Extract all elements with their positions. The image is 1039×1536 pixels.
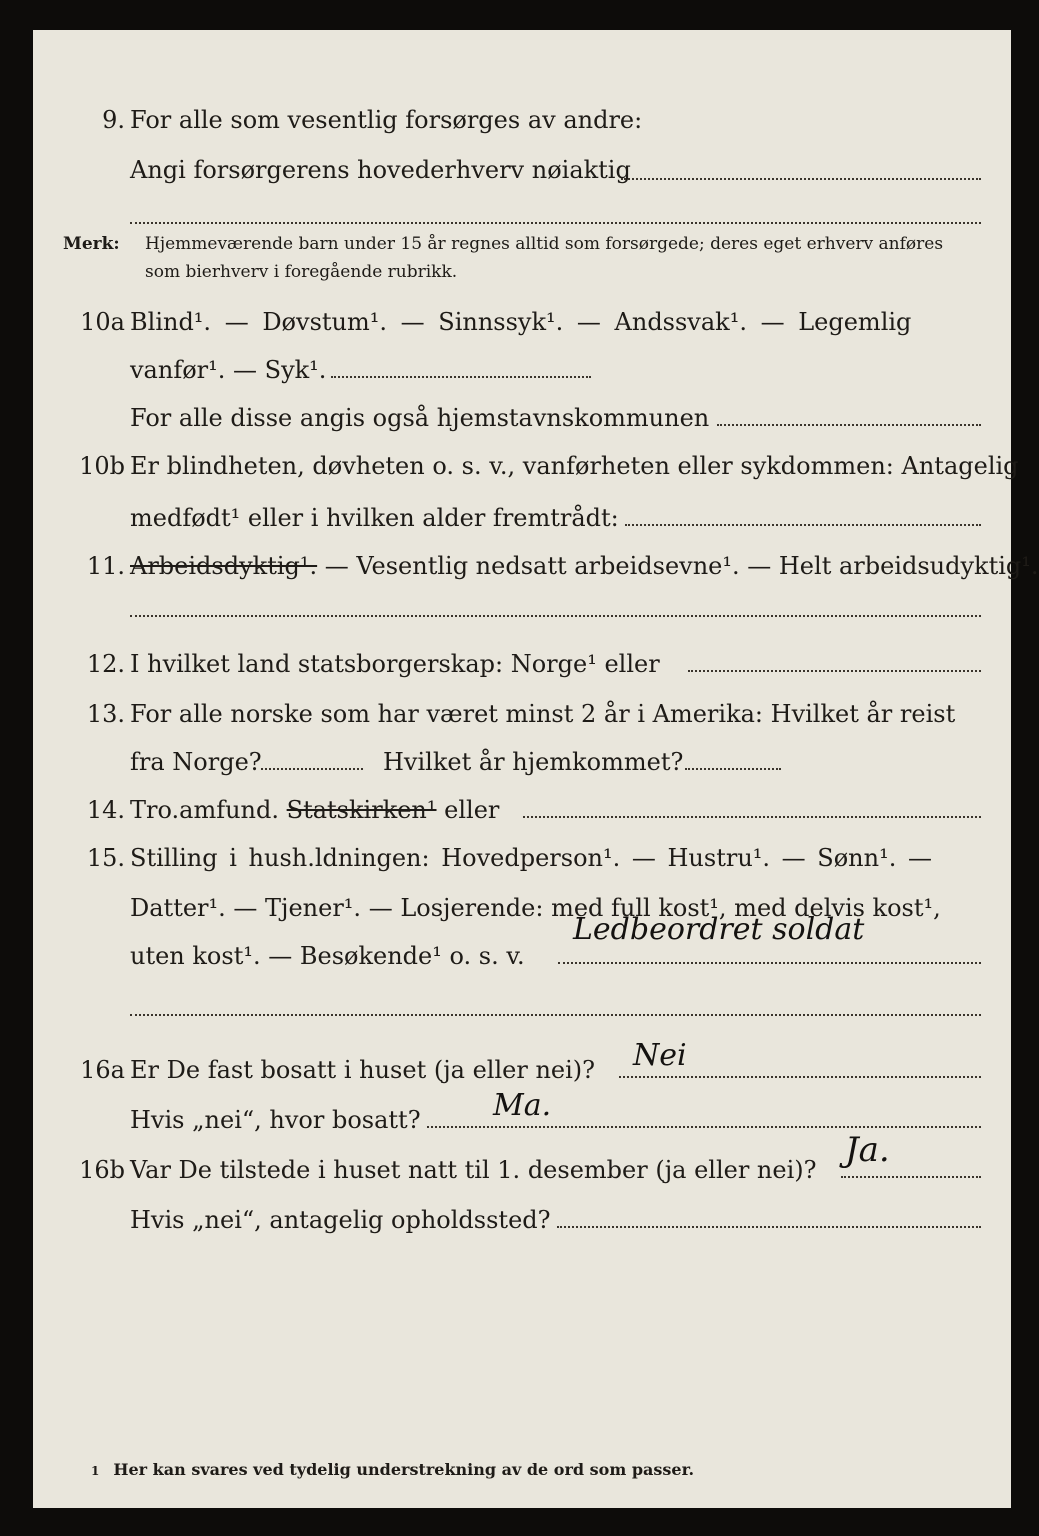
- q9-text: For alle som vesentlig forsørges av andre:: [130, 106, 643, 134]
- q16a-text: Er De fast bosatt i huset (ja eller nei)?: [130, 1056, 596, 1084]
- q16b-text-2: Hvis „nei“, antagelig opholdssted?: [130, 1206, 551, 1234]
- census-form-page: [33, 30, 1039, 1508]
- q16b-row-2: [33, 1198, 1011, 1242]
- q15-answer-line-2: [130, 1014, 981, 1016]
- q14-row: [33, 788, 1011, 832]
- merk-label: Merk:: [63, 234, 120, 254]
- q11-row: [33, 544, 1039, 588]
- q10b-row: [33, 444, 1019, 488]
- q16a-number: 16a: [80, 1056, 125, 1084]
- q15-text-3: uten kost¹. — Besøkende¹ o. s. v.: [130, 942, 525, 970]
- q16a-where-line: [427, 1126, 981, 1128]
- q16b-handwritten-answer: Ja.: [845, 1130, 890, 1170]
- q10b-row-2: [33, 496, 1011, 540]
- q10a-answer-line: [331, 376, 591, 378]
- q16b-answer-line-2: [557, 1226, 981, 1228]
- q11-answer-line: [130, 615, 981, 617]
- merk-text: Hjemmeværende barn under 15 år regnes alltid som forsørgede; deres eget erhverv anføres som bierhverv i foregående rubrikk.: [145, 234, 944, 282]
- q9-number: 9.: [102, 106, 125, 134]
- q14-label: Tro.amfund.: [130, 796, 279, 824]
- q11-number: 11.: [86, 552, 125, 580]
- q11-options: — Vesentlig nedsatt arbeidsevne¹. — Helt arbeidsudyktig¹.: [317, 552, 1039, 580]
- q15-text: Stilling i hush.ldningen: Hovedperson¹. — Hustru¹. — Sønn¹. —: [130, 844, 932, 872]
- q10b-answer-line: [625, 524, 981, 526]
- q15-number: 15.: [86, 844, 125, 872]
- q10a-row-3: [33, 396, 1011, 440]
- q14-answer-line: [523, 816, 981, 818]
- q11-text: [130, 544, 1039, 588]
- q9-row: [33, 98, 1011, 142]
- q9-text-2: Angi forsørgerens hovederhverv nøiaktig: [130, 156, 631, 184]
- q12-text: I hvilket land statsborgerskap: Norge¹ eller: [130, 650, 660, 678]
- q10b-number: 10b: [79, 452, 125, 480]
- q16a-text-2: Hvis „nei“, hvor bosatt?: [130, 1106, 421, 1134]
- q10a-row-2: [33, 348, 1011, 392]
- q16b-answer-line: [841, 1176, 981, 1178]
- q16a-answer-line: [619, 1076, 981, 1078]
- q13-text-2: fra Norge?: [130, 748, 262, 776]
- q10b-text-2: medfødt¹ eller i hvilken alder fremtrådt:: [130, 504, 619, 532]
- q9-answer-line: [621, 178, 981, 180]
- q9-row-2: [33, 148, 1011, 192]
- q16a-handwritten-answer: Nei: [633, 1038, 687, 1073]
- footnote: [91, 1460, 694, 1479]
- footnote-mark: 1: [91, 1464, 100, 1478]
- q14-number: 14.: [86, 796, 125, 824]
- q16b-number: 16b: [79, 1156, 125, 1184]
- q15-handwritten-answer: Ledbeordret soldat: [573, 912, 865, 947]
- q10a-text-3: For alle disse angis også hjemstavnskommunen: [130, 404, 710, 432]
- q14-text: [130, 788, 499, 832]
- q10a-home-line: [717, 424, 981, 426]
- q10b-text: Er blindheten, døvheten o. s. v., vanførheten eller sykdommen: Antagelig: [130, 452, 1019, 480]
- q16a-handwritten-where: Ma.: [493, 1088, 552, 1123]
- q13-row: [33, 692, 1011, 736]
- q11-struck-option: Arbeidsdyktig¹.: [130, 552, 318, 580]
- q10a-number: 10a: [80, 308, 125, 336]
- q13-text: For alle norske som har været minst 2 år i Amerika: Hvilket år reist: [130, 700, 956, 728]
- q13-row-2: [33, 740, 1011, 784]
- q14-struck-option: Statskirken¹: [286, 796, 437, 824]
- q13-text-3: Hvilket år hjemkommet?: [383, 748, 684, 776]
- q15-answer-line: [558, 962, 981, 964]
- q10a-row: [33, 300, 1011, 344]
- q12-row: [33, 642, 1011, 686]
- q12-answer-line: [688, 670, 981, 672]
- q16b-text: Var De tilstede i huset natt til 1. desember (ja eller nei)?: [130, 1156, 817, 1184]
- q10a-text-2: vanfør¹. — Syk¹.: [130, 356, 327, 384]
- footnote-text: Her kan svares ved tydelig understrekning av de ord som passer.: [113, 1460, 695, 1479]
- q15-text-2: Datter¹. — Tjener¹. — Losjerende: med full kost¹, med delvis kost¹,: [130, 894, 941, 922]
- q13-number: 13.: [86, 700, 125, 728]
- q15-row: [33, 836, 1011, 880]
- q14-rest: eller: [436, 796, 500, 824]
- q10a-text: Blind¹. — Døvstum¹. — Sinnssyk¹. — Andssvak¹. — Legemlig: [130, 308, 912, 336]
- q12-number: 12.: [86, 650, 125, 678]
- q9-answer-line-2: [130, 222, 981, 224]
- q13-hjem-line: [685, 768, 781, 770]
- q13-reist-line: [261, 768, 363, 770]
